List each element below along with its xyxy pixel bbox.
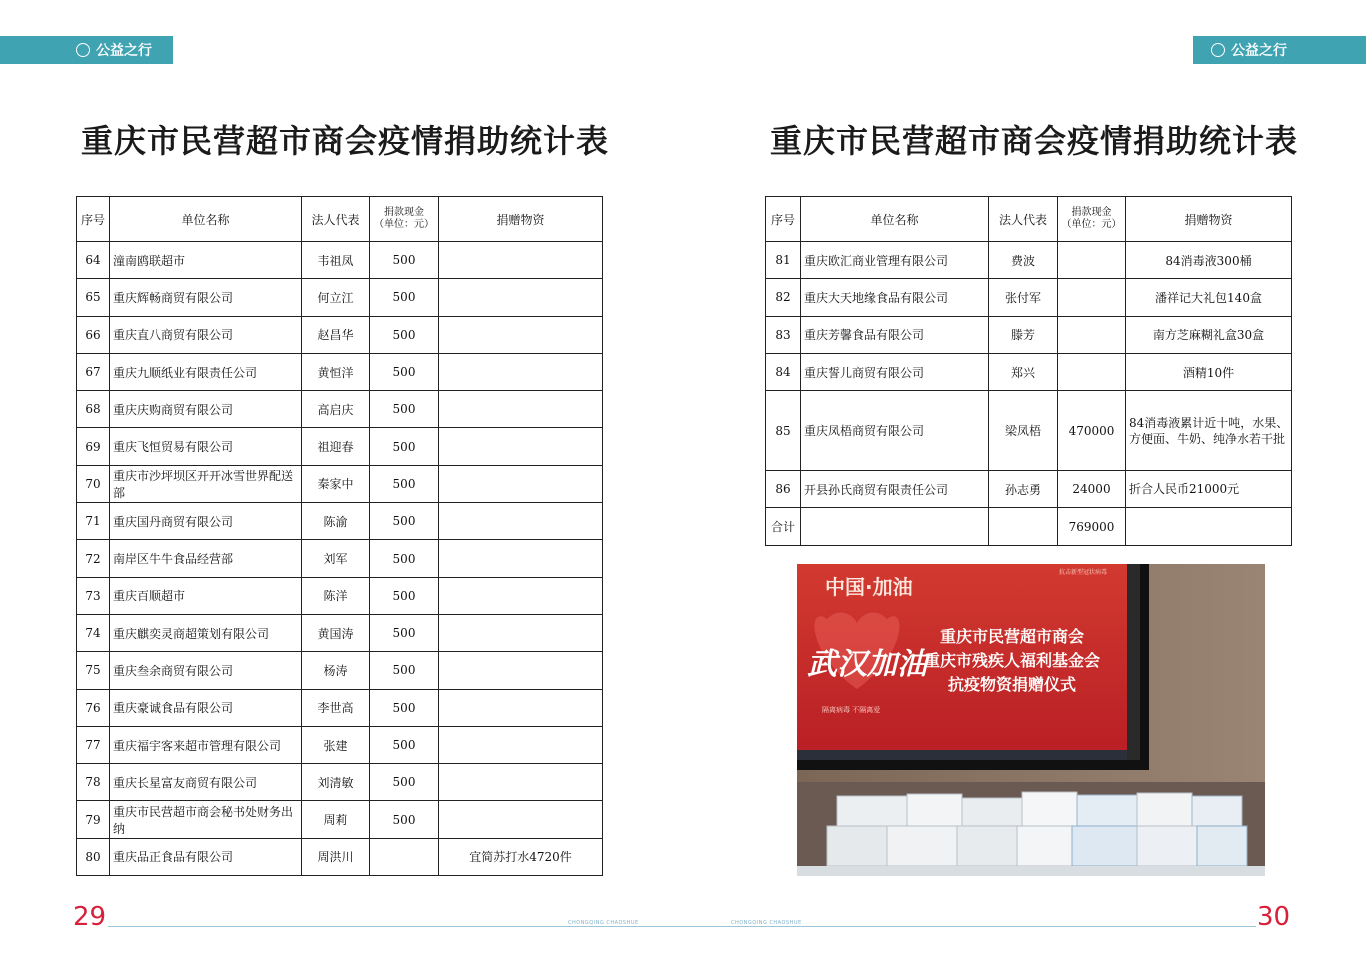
table-row — [77, 503, 603, 540]
page-title: 重庆市民营超市商会疫情捐助统计表 — [770, 122, 1299, 160]
row-name: 南岸区牛牛食品经营部 — [110, 540, 302, 577]
table-row — [766, 353, 1292, 390]
screen-line-2: 武汉加油 — [807, 647, 927, 682]
row-rep: 周莉 — [302, 801, 370, 838]
row-rep: 祖迎春 — [302, 428, 370, 465]
header-rep: 法人代表 — [989, 197, 1058, 242]
row-no: 83 — [766, 316, 801, 353]
page-number: 30 — [1257, 902, 1291, 932]
row-name: 重庆国丹商贸有限公司 — [110, 503, 302, 540]
row-no: 67 — [77, 353, 110, 390]
total-row — [766, 508, 1292, 545]
row-goods — [439, 689, 603, 726]
row-goods — [439, 540, 603, 577]
section-tag — [1193, 36, 1366, 64]
row-name: 开县孙氏商贸有限责任公司 — [801, 471, 989, 508]
table-row — [766, 391, 1292, 471]
row-name: 重庆大天地缘食品有限公司 — [801, 279, 989, 316]
table-row — [77, 652, 603, 689]
screen-line-1: 中国·加油 — [825, 575, 913, 599]
row-cash: 500 — [370, 577, 439, 614]
donation-table-left — [76, 196, 603, 876]
row-goods — [439, 503, 603, 540]
circle-icon — [76, 43, 90, 57]
row-rep: 韦祖凤 — [302, 242, 370, 279]
table-row — [766, 471, 1292, 508]
row-no: 84 — [766, 353, 801, 390]
row-cash: 500 — [370, 652, 439, 689]
row-cash — [1058, 279, 1126, 316]
row-rep: 赵昌华 — [302, 316, 370, 353]
row-cash: 500 — [370, 353, 439, 390]
row-no: 82 — [766, 279, 801, 316]
row-rep: 周洪川 — [302, 838, 370, 875]
row-rep: 秦家中 — [302, 465, 370, 502]
row-no: 85 — [766, 391, 801, 471]
row-no: 68 — [77, 391, 110, 428]
row-goods — [439, 577, 603, 614]
header-cash-line1: 捐款现金 — [384, 207, 424, 218]
row-cash: 500 — [370, 801, 439, 838]
header-name: 单位名称 — [110, 197, 302, 242]
header-no: 序号 — [77, 197, 110, 242]
row-rep: 陈洋 — [302, 577, 370, 614]
row-no: 66 — [77, 316, 110, 353]
ceremony-photo — [797, 564, 1265, 876]
row-cash — [1058, 316, 1126, 353]
banner-line-2: 重庆市残疾人福利基金会 — [923, 651, 1101, 670]
row-goods — [439, 242, 603, 279]
row-name: 重庆品正食品有限公司 — [110, 838, 302, 875]
row-rep: 滕芳 — [989, 316, 1058, 353]
row-no: 79 — [77, 801, 110, 838]
row-no: 74 — [77, 614, 110, 651]
row-rep: 刘清敏 — [302, 764, 370, 801]
row-name: 重庆叁余商贸有限公司 — [110, 652, 302, 689]
row-no: 70 — [77, 465, 110, 502]
table-header-row — [77, 197, 603, 242]
row-no: 69 — [77, 428, 110, 465]
row-cash: 500 — [370, 465, 439, 502]
screen-tiny-2: 抗击新型冠状病毒 — [1059, 569, 1108, 576]
row-name: 重庆豪诚食品有限公司 — [110, 689, 302, 726]
row-no: 86 — [766, 471, 801, 508]
table-row — [77, 838, 603, 875]
donation-table-right — [765, 196, 1292, 546]
table-row — [77, 279, 603, 316]
row-no: 64 — [77, 242, 110, 279]
row-cash: 500 — [370, 540, 439, 577]
row-rep: 郑兴 — [989, 353, 1058, 390]
section-tag-label: 公益之行 — [1231, 43, 1287, 59]
row-name: 重庆九顺纸业有限责任公司 — [110, 353, 302, 390]
row-no: 81 — [766, 242, 801, 279]
row-no: 73 — [77, 577, 110, 614]
table-row — [77, 801, 603, 838]
row-goods: 84消毒液300桶 — [1126, 242, 1292, 279]
section-tag — [0, 36, 173, 64]
row-goods — [439, 316, 603, 353]
row-cash: 500 — [370, 726, 439, 763]
header-cash — [370, 197, 439, 242]
row-rep: 梁凤梧 — [989, 391, 1058, 471]
row-name: 重庆直八商贸有限公司 — [110, 316, 302, 353]
banner-line-3: 抗疫物资捐赠仪式 — [947, 675, 1077, 694]
total-rep-cell — [989, 508, 1058, 545]
header-rep: 法人代表 — [302, 197, 370, 242]
table-row — [77, 577, 603, 614]
row-rep: 张付军 — [989, 279, 1058, 316]
circle-icon — [1211, 43, 1225, 57]
row-rep: 李世高 — [302, 689, 370, 726]
row-cash — [1058, 353, 1126, 390]
table-row — [766, 279, 1292, 316]
row-cash: 500 — [370, 764, 439, 801]
table-row — [77, 242, 603, 279]
row-goods — [439, 279, 603, 316]
total-name-cell — [801, 508, 989, 545]
total-cash: 769000 — [1058, 508, 1126, 545]
table-row — [77, 764, 603, 801]
row-cash: 470000 — [1058, 391, 1126, 471]
table-row — [77, 391, 603, 428]
row-name: 重庆辉畅商贸有限公司 — [110, 279, 302, 316]
header-cash-line1: 捐款现金 — [1071, 207, 1112, 218]
row-goods — [439, 614, 603, 651]
row-goods — [439, 726, 603, 763]
row-cash: 500 — [370, 316, 439, 353]
row-rep: 黄恒洋 — [302, 353, 370, 390]
row-goods: 折合人民币21000元 — [1126, 471, 1292, 508]
row-name: 重庆市民营超市商会秘书处财务出纳 — [110, 801, 302, 838]
row-no: 65 — [77, 279, 110, 316]
right-page — [683, 0, 1366, 972]
row-name: 重庆欧汇商业管理有限公司 — [801, 242, 989, 279]
total-label: 合计 — [766, 508, 801, 545]
row-cash — [1058, 242, 1126, 279]
table-row — [77, 689, 603, 726]
table-row — [766, 242, 1292, 279]
row-goods: 潘祥记大礼包140盒 — [1126, 279, 1292, 316]
row-no: 71 — [77, 503, 110, 540]
row-goods — [439, 428, 603, 465]
row-no: 78 — [77, 764, 110, 801]
table-row — [77, 614, 603, 651]
row-name: 重庆庆购商贸有限公司 — [110, 391, 302, 428]
row-goods: 84消毒液累计近十吨，水果、方便面、牛奶、纯净水若干批 — [1126, 391, 1292, 471]
table-row — [77, 465, 603, 502]
row-name: 潼南鸥联超市 — [110, 242, 302, 279]
row-rep: 陈渝 — [302, 503, 370, 540]
row-cash: 500 — [370, 614, 439, 651]
row-rep: 杨涛 — [302, 652, 370, 689]
row-name: 重庆市沙坪坝区开开冰雪世界配送部 — [110, 465, 302, 502]
donated-boxes — [797, 792, 1265, 876]
row-cash: 500 — [370, 428, 439, 465]
row-cash: 500 — [370, 242, 439, 279]
row-no: 77 — [77, 726, 110, 763]
row-name: 重庆飞恒贸易有限公司 — [110, 428, 302, 465]
row-cash: 500 — [370, 503, 439, 540]
row-rep: 刘军 — [302, 540, 370, 577]
row-goods — [439, 652, 603, 689]
row-goods — [439, 801, 603, 838]
row-no: 75 — [77, 652, 110, 689]
row-cash: 500 — [370, 689, 439, 726]
total-goods-cell — [1126, 508, 1292, 545]
row-goods: 酒精10件 — [1126, 353, 1292, 390]
row-rep: 张建 — [302, 726, 370, 763]
row-goods: 南方芝麻糊礼盒30盒 — [1126, 316, 1292, 353]
row-goods: 宜简苏打水4720件 — [439, 838, 603, 875]
row-name: 重庆麒奕灵商超策划有限公司 — [110, 614, 302, 651]
row-name: 重庆百顺超市 — [110, 577, 302, 614]
header-no: 序号 — [766, 197, 801, 242]
row-rep: 黄国涛 — [302, 614, 370, 651]
table-row — [77, 428, 603, 465]
section-tag-label: 公益之行 — [96, 43, 152, 59]
row-cash — [370, 838, 439, 875]
row-rep: 高启庆 — [302, 391, 370, 428]
row-name: 重庆福宇客来超市管理有限公司 — [110, 726, 302, 763]
banner-line-1: 重庆市民营超市商会 — [939, 627, 1085, 646]
header-goods: 捐赠物资 — [439, 197, 603, 242]
row-rep: 何立江 — [302, 279, 370, 316]
row-name: 重庆凤梧商贸有限公司 — [801, 391, 989, 471]
row-no: 76 — [77, 689, 110, 726]
row-goods — [439, 353, 603, 390]
ceremony-photo-art — [797, 564, 1265, 876]
header-cash — [1058, 197, 1126, 242]
row-cash: 500 — [370, 279, 439, 316]
row-name: 重庆芳馨食品有限公司 — [801, 316, 989, 353]
table-row — [766, 316, 1292, 353]
row-cash: 24000 — [1058, 471, 1126, 508]
table-row — [77, 353, 603, 390]
row-rep: 费波 — [989, 242, 1058, 279]
footer-mark: CHONGQING CHAOSHUE — [568, 920, 639, 926]
footer-line — [108, 926, 683, 927]
row-goods — [439, 391, 603, 428]
footer-line — [683, 926, 1256, 927]
header-name: 单位名称 — [801, 197, 989, 242]
table-header-row — [766, 197, 1292, 242]
row-no: 80 — [77, 838, 110, 875]
page-title: 重庆市民营超市商会疫情捐助统计表 — [81, 122, 610, 160]
row-name: 重庆长星富友商贸有限公司 — [110, 764, 302, 801]
table-row — [77, 726, 603, 763]
footer-mark: CHONGQING CHAOSHUE — [731, 920, 802, 926]
row-goods — [439, 465, 603, 502]
row-rep: 孙志勇 — [989, 471, 1058, 508]
table-row — [77, 540, 603, 577]
row-no: 72 — [77, 540, 110, 577]
header-goods: 捐赠物资 — [1126, 197, 1292, 242]
header-cash-line2: （单位：元） — [1061, 219, 1122, 230]
screen-tiny-1: 隔离病毒 不隔离爱 — [822, 706, 881, 714]
row-name: 重庆誓儿商贸有限公司 — [801, 353, 989, 390]
row-goods — [439, 764, 603, 801]
header-cash-line2: （单位：元） — [374, 219, 434, 230]
table-row — [77, 316, 603, 353]
page-number: 29 — [73, 902, 107, 932]
row-cash: 500 — [370, 391, 439, 428]
